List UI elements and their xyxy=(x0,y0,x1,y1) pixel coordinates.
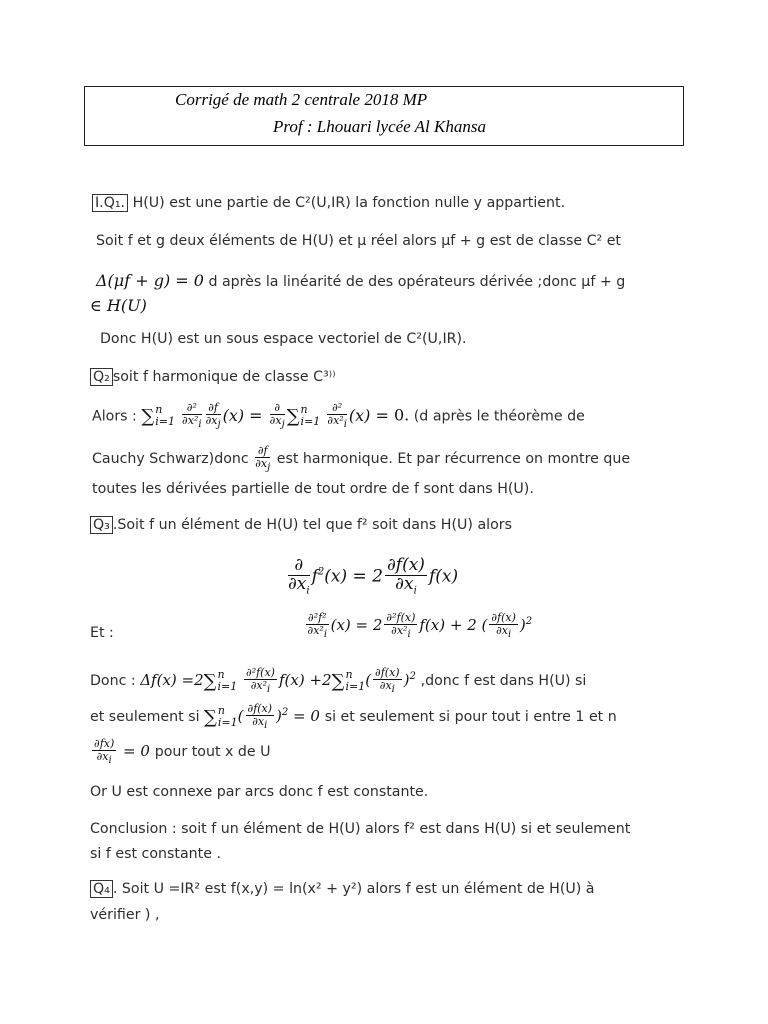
q3-donc-line xyxy=(90,667,586,695)
q3-donc-end: ,donc f est dans H(U) si xyxy=(420,673,587,690)
q4-line2: vérifier ) , xyxy=(90,907,160,923)
q2-tag: Q₂ xyxy=(90,368,113,386)
q4-line1 xyxy=(90,881,594,897)
q1-tag: I.Q₁. xyxy=(92,194,128,212)
q3-donc-eq: Δf(x) =2∑ n i=1 $\frac{\text{∂²f(x)}}{\text{∂x²i}}$ f(x) +2∑ n i=1 ( $\frac{\partial f(x)}{\partial xi}$ )$^2$ xyxy=(140,666,416,695)
q2-zero: 0. xyxy=(393,405,410,425)
q3-et: Et : xyxy=(90,625,114,641)
q3-tag: Q₃ xyxy=(90,516,113,534)
q1-line3 xyxy=(96,271,625,290)
q1-line2: Soit f et g deux éléments de H(U) et μ réel alors μf + g est de classe C² et xyxy=(96,233,621,249)
q1-line5: Donc H(U) est un sous espace vectoriel de C²(U,IR). xyxy=(100,331,467,347)
q1-line1 xyxy=(92,195,565,211)
q2-line1 xyxy=(90,369,336,385)
q3-seulement-line xyxy=(90,703,617,731)
q3-eq2: $\frac{\text{∂²f²}}{\text{∂x²i}}$ (x) = 2 $\frac{\text{∂²f(x)}}{\text{∂x²i}}$ f(x) + 2 ( $\frac{\partial f(x)}{\partial xi}$ )$^2$ xyxy=(307,611,533,640)
q2-cauchy-line xyxy=(92,445,630,473)
q3-partial-zero: $\frac{\partial fx)}{\partial xi}$ = 0 xyxy=(94,737,155,766)
header-box xyxy=(84,86,684,146)
q2-text1: soit f harmonique de classe C³⁾⁾ xyxy=(112,369,336,385)
doc-author: Prof : Lhouari lycée Al Khansa xyxy=(273,117,486,136)
q2-line3: toutes les dérivées partielle de tout ordre de f sont dans H(U). xyxy=(92,481,534,497)
q3-seulement-start: et seulement si xyxy=(90,709,200,726)
q3-conclusion1: Conclusion : soit f un élément de H(U) alors f² est dans H(U) si et seulement xyxy=(90,821,631,837)
q1-text1: H(U) est une partie de C²(U,IR) la fonction nulle y appartient. xyxy=(132,195,566,211)
q3-eq1: $\frac{\partial}{\partial x_i}$ $f^2(x) = 2$ $\frac{\partial f(x)}{\partial x_i}$ f(x) xyxy=(288,555,459,597)
q3-line1 xyxy=(90,517,512,533)
q3-conclusion2: si f est constante . xyxy=(90,846,221,862)
q1-line4: ∈ H(U) xyxy=(90,296,147,315)
q4-text1: . Soit U =IR² est f(x,y) = ln(x² + y²) alors f est un élément de H(U) à xyxy=(112,881,595,897)
q3-connexe: Or U est connexe par arcs donc f est constante. xyxy=(90,784,429,800)
q2-equation-line xyxy=(92,402,585,430)
q3-text1: .Soit f un élément de H(U) tel que f² soit dans H(U) alors xyxy=(112,517,512,533)
q1-line3-text: d après la linéarité de des opérateurs dérivée ;donc μf + g xyxy=(203,274,626,290)
q3-pour-tout: pour tout x de U xyxy=(154,744,271,761)
q2-alors: Alors : xyxy=(92,408,137,425)
q4-tag: Q₄ xyxy=(90,880,113,898)
q1-laplacian: Δ(μf + g) = 0 xyxy=(96,271,204,290)
q2-harm: est harmonique. Et par récurrence on montre que xyxy=(276,451,631,468)
q2-line2-end: (d après le théorème de xyxy=(413,408,585,425)
q2-partial-f: $\frac{\partial f}{\partial xj}$ xyxy=(255,444,271,473)
q3-sum-squares: ∑ n i=1 ( $\frac{\partial f(x)}{\partial xi}$ )$^2$ = 0 xyxy=(204,702,325,731)
q3-seulement-end: si et seulement si pour tout i entre 1 et n xyxy=(324,709,617,726)
doc-title: Corrigé de math 2 centrale 2018 MP xyxy=(175,90,428,109)
q3-pour-tout-line xyxy=(90,738,271,766)
q2-cauchy: Cauchy Schwarz)donc xyxy=(92,451,249,468)
q2-equation: ∑ n i=1 $\frac{\text{∂²}}{\text{∂x²i}}$ $\frac{\partial f}{\partial xj}$ (x) = $\frac{\partial}{\partial xj}$ ∑ n i=1 $\frac{\text{∂²}}{\text{∂x²i}}$ (x) = xyxy=(141,401,394,430)
q3-donc: Donc : xyxy=(90,673,136,690)
